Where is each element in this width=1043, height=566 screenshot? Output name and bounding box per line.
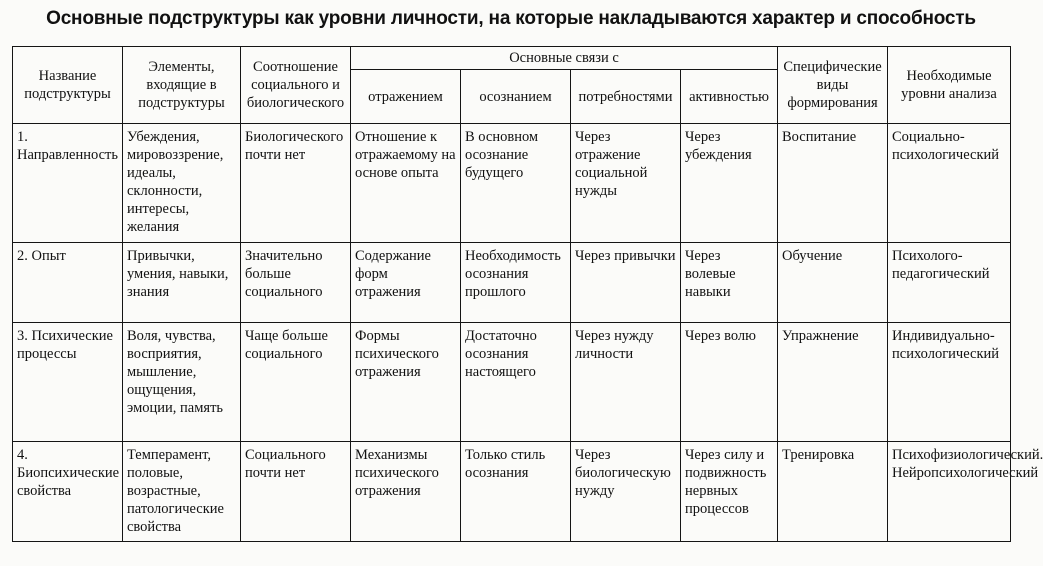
header-link-needs: потребностями	[571, 70, 681, 124]
cell-ratio: Чаще больше социального	[241, 322, 351, 441]
header-levels: Необходимые уровни анализа	[888, 47, 1011, 124]
table-row	[13, 124, 1011, 243]
cell-link-activity: Через волю	[681, 322, 778, 441]
cell-link-reflection: Формы психического отражения	[351, 322, 461, 441]
cell-levels: Социально-психологический	[888, 124, 1011, 243]
cell-elements: Воля, чувства, восприятия, мышление, ощущения, эмоции, память	[123, 322, 241, 441]
cell-link-activity: Через убеждения	[681, 124, 778, 243]
table-row	[13, 322, 1011, 441]
cell-forms: Упражнение	[778, 322, 888, 441]
header-elements: Элементы, входящие в подструктуры	[123, 47, 241, 124]
cell-link-awareness: В основном осознание будущего	[461, 124, 571, 243]
cell-link-awareness: Достаточно осознания настоящего	[461, 322, 571, 441]
cell-link-awareness: Необходимость осознания прошлого	[461, 242, 571, 322]
cell-link-reflection: Механизмы психического отражения	[351, 441, 461, 542]
cell-name: 3. Психические процессы	[13, 322, 123, 441]
cell-link-activity: Через волевые навыки	[681, 242, 778, 322]
page-title: Основные подструктуры как уровни личности, на которые накладываются характер и способность	[46, 8, 976, 29]
cell-elements: Темперамент, половые, возрастные, патологические свойства	[123, 441, 241, 542]
header-name: Название подструктуры	[13, 47, 123, 124]
cell-name: 2. Опыт	[13, 242, 123, 322]
cell-levels: Психофизиологический. Нейропсихологический	[888, 441, 1011, 542]
cell-levels: Психолого-педагогический	[888, 242, 1011, 322]
cell-levels: Индивидуально-психологический	[888, 322, 1011, 441]
cell-forms: Тренировка	[778, 441, 888, 542]
cell-forms: Обучение	[778, 242, 888, 322]
cell-link-needs: Через отражение социальной нужды	[571, 124, 681, 243]
table-row	[13, 242, 1011, 322]
cell-elements: Привычки, умения, навыки, знания	[123, 242, 241, 322]
substructures-table	[12, 46, 1043, 542]
table-row	[13, 441, 1011, 542]
cell-name: 4. Биопсихические свойства	[13, 441, 123, 542]
header-ratio: Соотношение социального и биологического	[241, 47, 351, 124]
cell-link-needs: Через привычки	[571, 242, 681, 322]
cell-ratio: Значительно больше социального	[241, 242, 351, 322]
cell-link-needs: Через нужду личности	[571, 322, 681, 441]
cell-link-awareness: Только стиль осознания	[461, 441, 571, 542]
cell-link-reflection: Содержание форм отражения	[351, 242, 461, 322]
cell-name: 1. Направленность	[13, 124, 123, 243]
header-forms: Специфические виды формирования	[778, 47, 888, 124]
header-row-group	[13, 47, 1011, 70]
cell-elements: Убеждения, мировоззрение, идеалы, склонности, интересы, желания	[123, 124, 241, 243]
header-links-group: Основные связи с	[351, 47, 778, 70]
cell-ratio: Социального почти нет	[241, 441, 351, 542]
cell-link-reflection: Отношение к отражаемому на основе опыта	[351, 124, 461, 243]
header-link-awareness: осознанием	[461, 70, 571, 124]
cell-ratio: Биологического почти нет	[241, 124, 351, 243]
cell-link-needs: Через биологическую нужду	[571, 441, 681, 542]
header-link-activity: активностью	[681, 70, 778, 124]
cell-link-activity: Через силу и подвижность нервных процессов	[681, 441, 778, 542]
cell-forms: Воспитание	[778, 124, 888, 243]
header-link-reflection: отражением	[351, 70, 461, 124]
